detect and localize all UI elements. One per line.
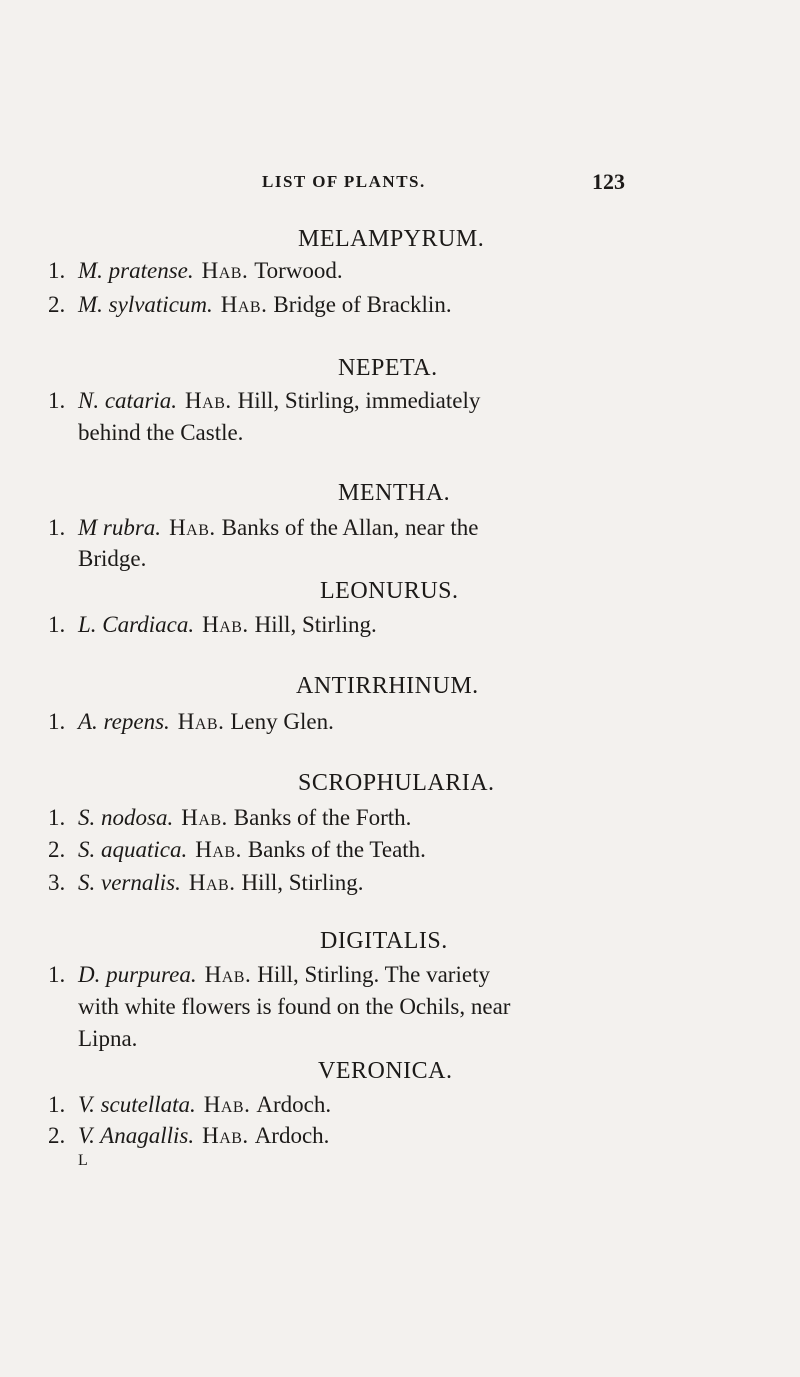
entry-continuation: Lipna.: [78, 1026, 138, 1051]
habitat-label: Hab.: [188, 870, 236, 895]
habitat-text: Banks of the Allan, near the: [221, 515, 479, 540]
habitat-text: Banks of the Teath.: [247, 837, 426, 862]
species-name: L. Cardiaca.: [78, 612, 195, 637]
entry-number: 1.: [48, 1092, 66, 1117]
habitat-text: Banks of the Forth.: [233, 805, 412, 830]
header-title: LIST OF PLANTS.: [262, 172, 426, 191]
habitat-label: Hab.: [177, 709, 225, 734]
entry-number: 1.: [48, 962, 66, 987]
entry-number: 1.: [48, 709, 66, 734]
species-name: M. pratense.: [78, 258, 194, 283]
genus-heading: LEONURUS.: [320, 578, 459, 604]
genus-heading: DIGITALIS.: [320, 928, 448, 954]
habitat-label: Hab.: [181, 805, 228, 830]
genus-heading: MELAMPYRUM.: [298, 226, 485, 252]
species-name: S. aquatica.: [78, 837, 188, 862]
plant-entry: [48, 803, 411, 833]
genus-heading: MENTHA.: [338, 480, 451, 506]
entry-continuation: Bridge.: [78, 546, 147, 571]
entry-number: 2.: [48, 837, 66, 862]
species-name: S. nodosa.: [78, 805, 174, 830]
habitat-label: Hab.: [202, 1123, 249, 1148]
habitat-text: Leny Glen.: [230, 709, 334, 734]
habitat-label: Hab.: [169, 515, 216, 540]
habitat-text: Hill, Stirling.: [254, 612, 377, 637]
entry-number: 1.: [48, 612, 66, 637]
genus-heading: NEPETA.: [338, 355, 438, 381]
entry-continuation: behind the Castle.: [78, 420, 244, 445]
habitat-text: Hill, Stirling.: [241, 870, 364, 895]
habitat-label: Hab.: [204, 962, 252, 987]
species-name: M rubra.: [78, 515, 162, 540]
plant-entry: [48, 960, 490, 990]
species-name: S. vernalis.: [78, 870, 181, 895]
plant-entry: [48, 290, 452, 320]
genus-heading: ANTIRRHINUM.: [296, 673, 479, 699]
plant-entry: [48, 386, 480, 416]
entry-number: 3.: [48, 870, 66, 895]
habitat-text: Hill, Stirling, immediately: [237, 388, 481, 413]
plant-entry: [48, 835, 426, 865]
plant-entry: [48, 256, 343, 286]
habitat-label: Hab.: [203, 1092, 251, 1117]
species-name: D. purpurea.: [78, 962, 197, 987]
habitat-text: Hill, Stirling. The variety: [257, 962, 490, 987]
entry-number: 2.: [48, 292, 66, 317]
species-name: M. sylvaticum.: [78, 292, 213, 317]
plant-entry: [48, 1090, 331, 1120]
species-name: N. cataria.: [78, 388, 178, 413]
entry-number: 1.: [48, 805, 66, 830]
habitat-text: Ardoch.: [256, 1092, 332, 1117]
habitat-label: Hab.: [185, 388, 232, 413]
habitat-label: Hab.: [202, 612, 249, 637]
page-number: 123: [592, 169, 625, 194]
habitat-label: Hab.: [195, 837, 242, 862]
habitat-text: Bridge of Bracklin.: [273, 292, 452, 317]
plant-entry: [48, 1121, 329, 1151]
signature-mark: L: [78, 1152, 88, 1169]
species-name: A. repens.: [78, 709, 170, 734]
habitat-text: Ardoch.: [254, 1123, 330, 1148]
running-header: [0, 169, 800, 196]
plant-entry: [48, 513, 478, 543]
plant-entry: [48, 868, 364, 898]
genus-heading: VERONICA.: [318, 1058, 453, 1084]
entry-number: 1.: [48, 388, 66, 413]
habitat-label: Hab.: [220, 292, 268, 317]
entry-number: 1.: [48, 258, 66, 283]
species-name: V. Anagallis.: [78, 1123, 195, 1148]
plant-entry: [48, 610, 377, 640]
habitat-label: Hab.: [201, 258, 249, 283]
habitat-text: Torwood.: [254, 258, 343, 283]
genus-heading: SCROPHULARIA.: [298, 770, 495, 796]
entry-continuation: with white flowers is found on the Ochils, near: [78, 994, 511, 1019]
entry-number: 1.: [48, 515, 66, 540]
entry-number: 2.: [48, 1123, 66, 1148]
plant-entry: [48, 707, 334, 737]
species-name: V. scutellata.: [78, 1092, 196, 1117]
